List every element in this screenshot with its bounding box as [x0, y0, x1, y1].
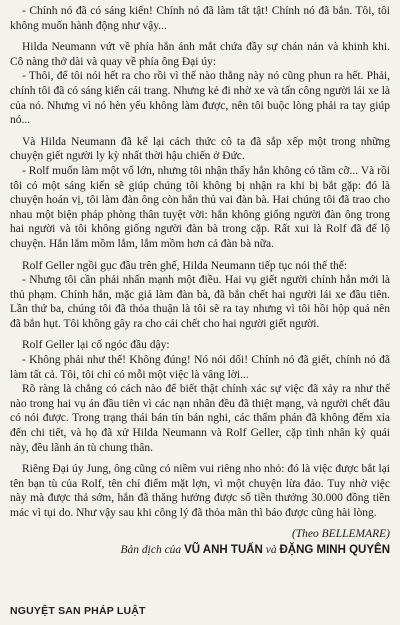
paragraph: - Chính nó đã có sáng kiến! Chính nó đã làm tất tật! Chính nó đã bắn. Tôi, tôi không muốn hành động như vậy... — [10, 5, 390, 32]
paragraph: - Thôi, để tôi nói hết ra cho rồi vì thế nào thằng này nó cũng phun ra hết. Phải, chính tôi đã có sáng kiến cái trang. Nhưng kẻ đi nhờ xe và tấn công người lái xe là của nó. Nhưng vì nó hèn yếu không làm được, nên tôi buộc lòng phải ra tay giúp nó... — [10, 70, 390, 127]
paragraph: Rõ ràng là chẳng có cách nào để biết thật chính xác sự việc đã xảy ra như thế nào trong hai vụ án đầu tiên vì các nạn nhân đều đã thiệt mạng, và người chết đâu có nói được. Trong trạng thái bán tín bán nghi, các thẩm phán đã không đếm xỉa đến chi tiết, và họ đã xử Hilda Neumann và Rolf Geller, cặp tình nhân kỳ quái này, đều lãnh án tù chung thân. — [10, 383, 390, 454]
paragraph: Hilda Neumann vứt về phía hắn ánh mắt chứa đầy sự chán nản và khinh khi. Cô nàng thở dài và quay về phía ông Đại úy: — [10, 41, 390, 68]
translator-and: và — [262, 543, 280, 556]
paragraph: Rolf Geller ngồi gục đầu trên ghế, Hilda Neumann tiếp tục nói thế thế: — [22, 259, 348, 272]
translator-prefix: Bản dịch của — [120, 543, 182, 556]
translator-credit — [10, 544, 390, 556]
translator-name: ĐẶNG MINH QUYÊN — [279, 543, 390, 556]
source-attribution: (Theo BELLEMARE) — [291, 527, 390, 540]
paragraph: - Không phải như thế! Không đúng! Nó nói dối! Chính nó đã giết, chính nó đã làm tất cả. Tôi, tôi chỉ có mỗi một việc là vâng lời... — [10, 354, 390, 381]
paragraph: - Nhưng tôi cần phải nhấn mạnh một điều. Hai vụ giết người chính hắn mới là thủ phạm. Chính hắn, mặc giả làm đàn bà, đã bắn chết hai người lái xe đầu tiên. Lần thứ ba, chúng tôi đã thỏa thuận là tôi sẽ ra tay nhưng vì tôi hồi hộp quá nên đã bắn hụt. Tôi không gây ra cho cái chết cho hai người giết người. — [10, 274, 390, 330]
paragraph: Riêng Đại úy Jung, ông cũng có niềm vui riêng nho nhỏ: đó là việc được bắt lại tên bạn tù của Rolf, tên chỉ điểm mặt lợn, vì một chuyện lừa đảo. Tuy nhờ việc này mà được thả sớm, hắn đã thăng hưởng được số tiền thưởng 30.000 đồng tiền mác vì tụi do. Như vậy sau khi công lý đã thỏa mãn thì báo được cũng hài lòng. — [10, 463, 390, 519]
article-body — [10, 4, 390, 521]
translator-name: VŨ ANH TUẤN — [184, 543, 263, 556]
publication-footer: NGUYỆT SAN PHÁP LUẬT — [10, 605, 146, 617]
paragraph: Rolf Geller lại cố ngóc đầu dậy: — [22, 339, 170, 352]
paragraph: - Rolf muốn làm một vố lớn, nhưng tôi nhận thấy hắn không có tầm cỡ... Và rồi tôi có một sáng kiến sẽ giúp chúng tôi không bị nhận ra khi bị bắt gặp: đó là chuyện hoán vị, tôi làm đàn ông còn hắn thủ vai đàn bà. Hai chúng tôi đã trao cho nhau một biện pháp phòng thân tuyệt vời: hắn không giống người đàn ông trong hai người và tôi không giống người đàn bà trong cặp. Rất xui là Rolf đã để lộ chuyện. Hắn lắm mồm lắm, lắm mồm hơn cả đàn bà nữa. — [10, 164, 390, 250]
paragraph: Và Hilda Neumann đã kể lại cách thức cô ta đã sắp xếp một trong những chuyện giết người ly kỳ nhất thời hậu chiến ở Đức. — [10, 135, 390, 163]
